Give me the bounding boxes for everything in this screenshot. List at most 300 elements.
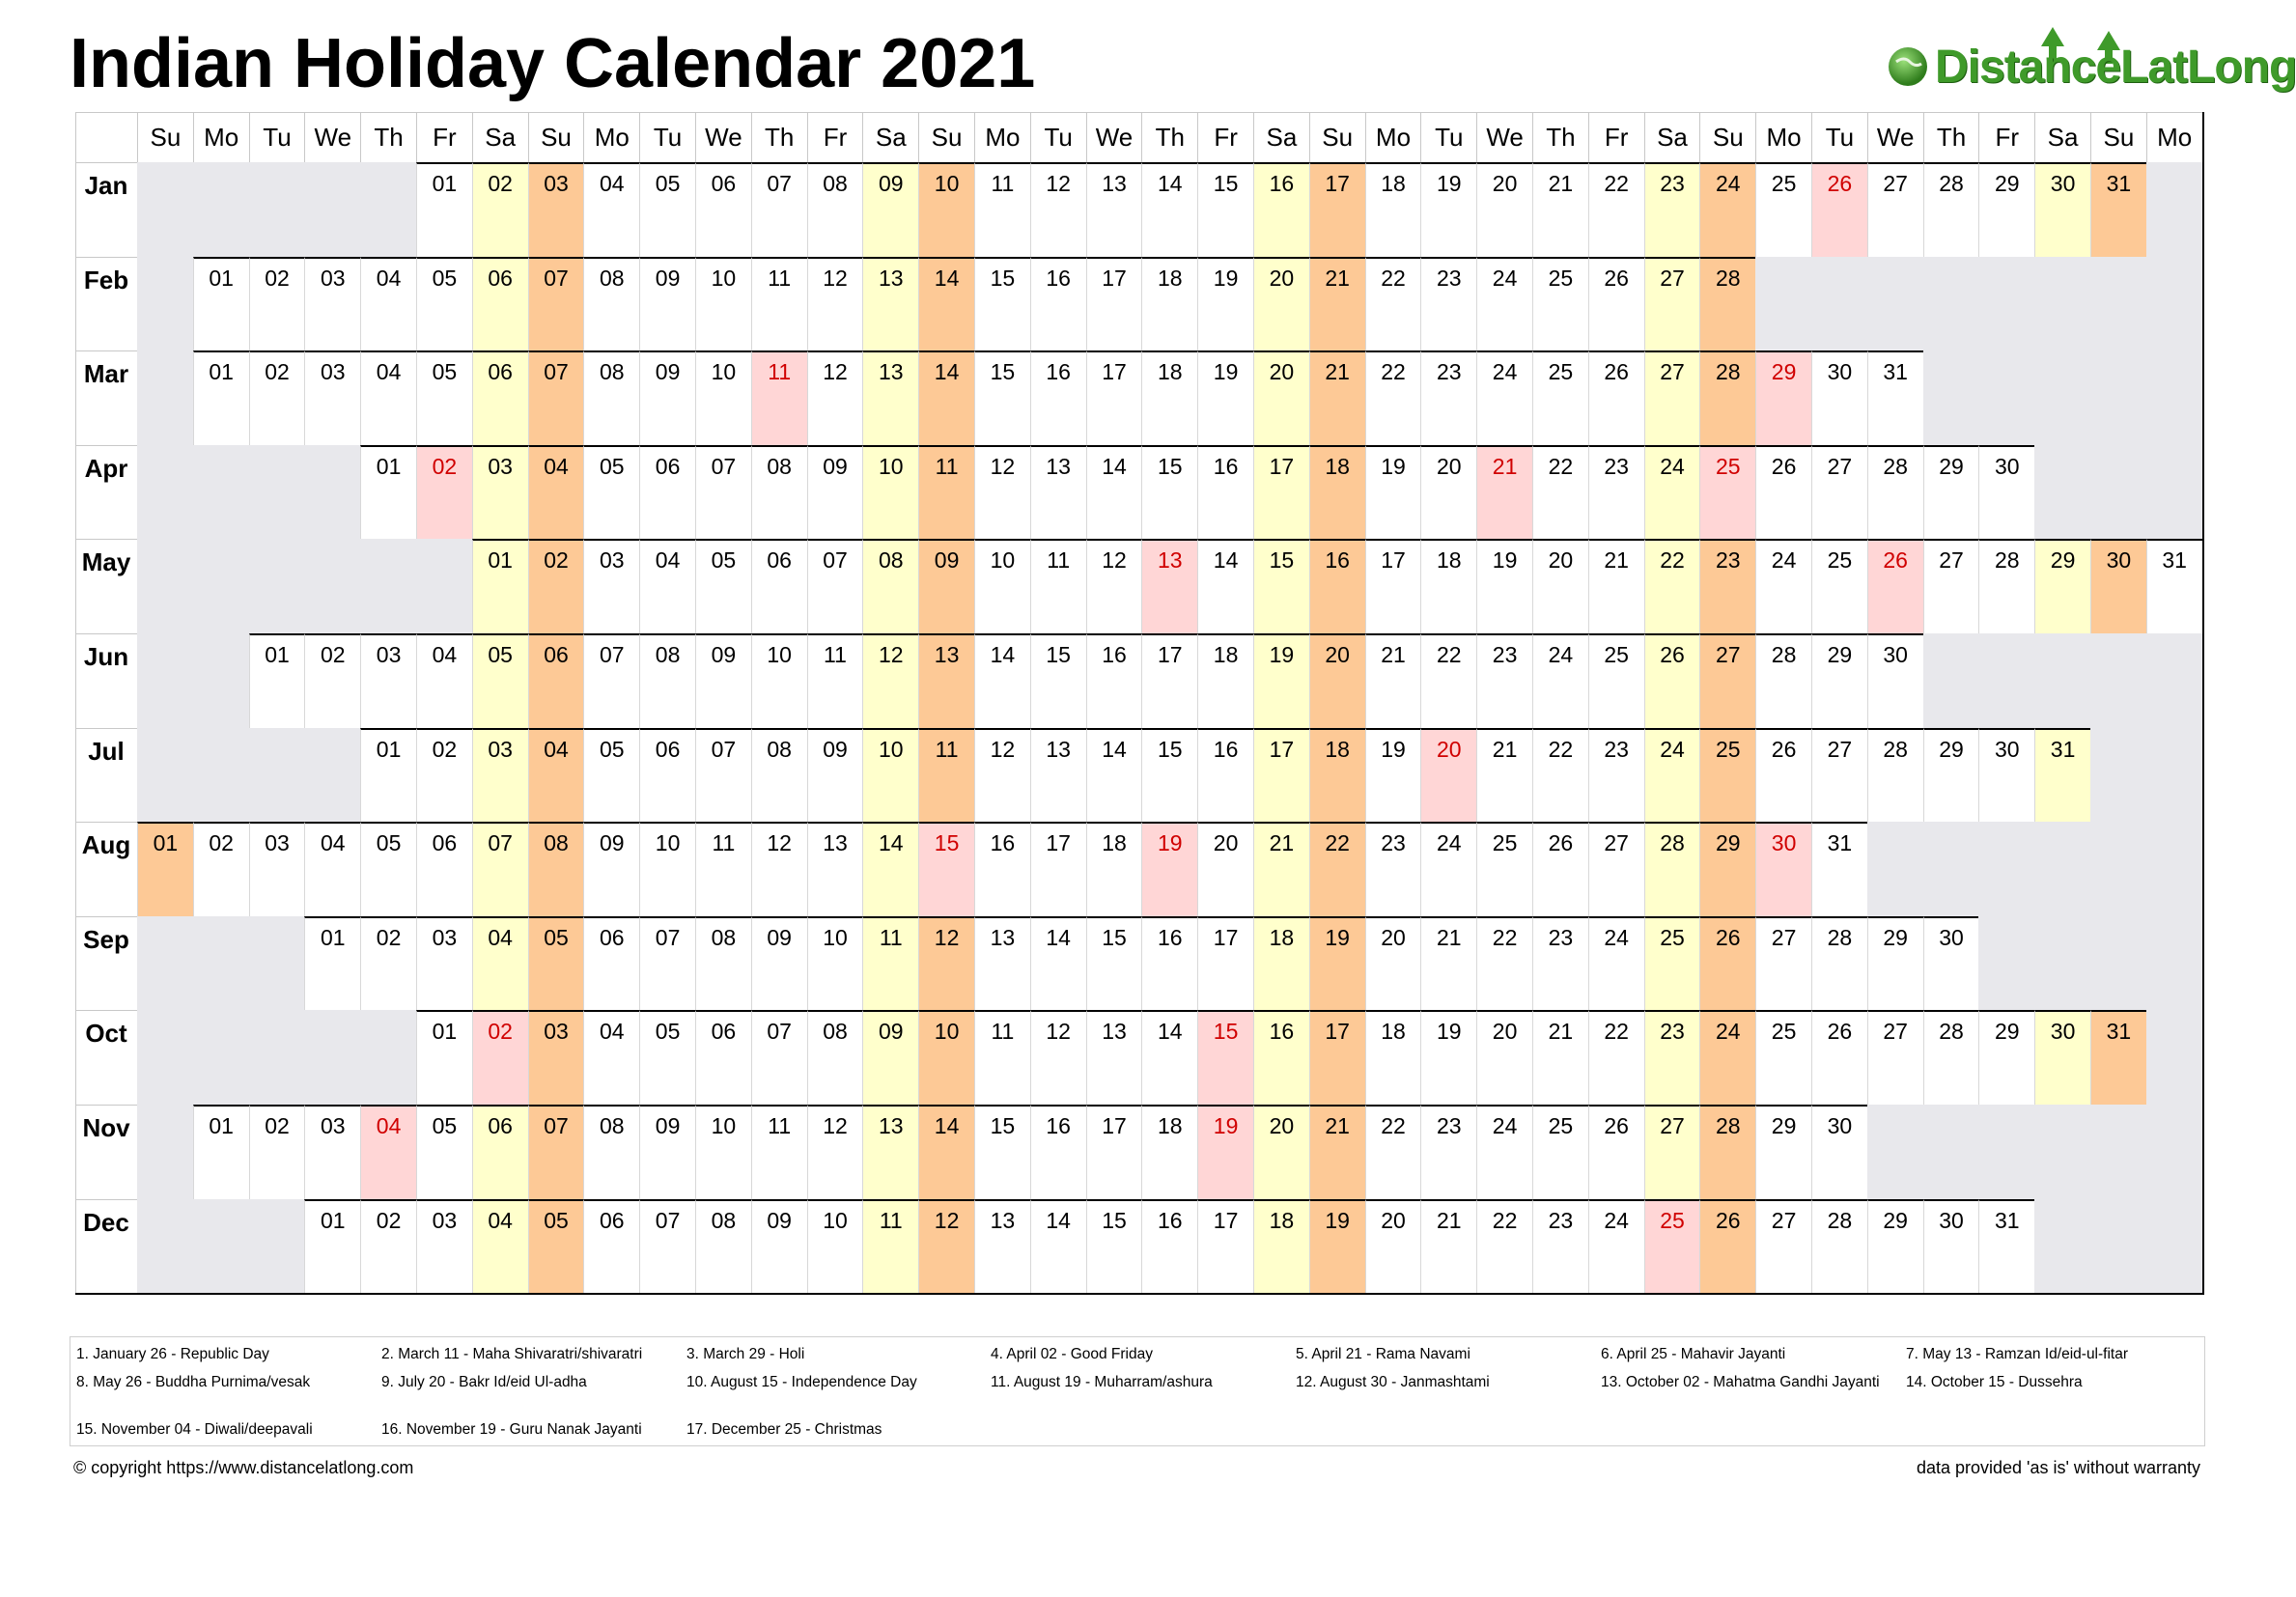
day-cell: 21 [1420, 1199, 1476, 1294]
day-cell: 28 [1699, 1105, 1755, 1199]
day-cell: 24 [1420, 822, 1476, 916]
day-cell: 20 [1309, 633, 1365, 728]
day-cell: 17 [1086, 257, 1142, 351]
day-cell: 21 [1588, 539, 1644, 633]
day-cell: 20 [1476, 162, 1532, 257]
day-cell: 12 [1030, 162, 1086, 257]
day-cell: 08 [695, 1199, 751, 1294]
day-cell: 14 [918, 257, 974, 351]
day-cell: 03 [472, 445, 528, 540]
day-cell: 17 [1197, 916, 1253, 1011]
day-cell: 12 [1030, 1010, 1086, 1105]
day-cell: 14 [1086, 728, 1142, 823]
day-cell: 26 [1755, 445, 1811, 540]
day-header: Sa [2034, 112, 2090, 162]
day-header: Mo [2146, 112, 2202, 162]
day-cell: 15 [1197, 1010, 1253, 1105]
empty-cells [1867, 1105, 2202, 1199]
day-cell: 04 [583, 162, 639, 257]
day-cell: 17 [1365, 539, 1421, 633]
day-cell: 18 [1086, 822, 1142, 916]
empty-cells [137, 445, 360, 540]
month-label-jan: Jan [75, 162, 137, 257]
day-cell: 12 [1086, 539, 1142, 633]
day-cell: 06 [751, 539, 807, 633]
empty-cells [137, 633, 249, 728]
day-cell: 20 [1253, 257, 1309, 351]
day-cell: 09 [639, 257, 695, 351]
day-cell: 27 [1867, 1010, 1923, 1105]
day-cell: 18 [1253, 916, 1309, 1011]
day-cell: 16 [1141, 916, 1197, 1011]
day-cell: 07 [751, 162, 807, 257]
day-cell: 22 [1588, 1010, 1644, 1105]
day-cell: 03 [304, 350, 360, 445]
day-cell: 24 [1476, 350, 1532, 445]
day-cell: 30 [2034, 162, 2090, 257]
day-header: Sa [1644, 112, 1700, 162]
day-cell: 11 [751, 1105, 807, 1199]
day-cell: 16 [1030, 350, 1086, 445]
day-cell: 20 [1532, 539, 1588, 633]
day-cell: 15 [1141, 728, 1197, 823]
day-cell: 25 [1699, 445, 1755, 540]
day-cell: 25 [1532, 350, 1588, 445]
day-cell: 12 [918, 1199, 974, 1294]
day-cell: 30 [2034, 1010, 2090, 1105]
day-cell: 17 [1030, 822, 1086, 916]
day-cell: 30 [1811, 1105, 1867, 1199]
day-cell: 28 [1699, 350, 1755, 445]
day-cell: 19 [1253, 633, 1309, 728]
day-cell: 20 [1420, 728, 1476, 823]
day-cell: 08 [528, 822, 584, 916]
month-label-dec: Dec [75, 1199, 137, 1294]
empty-cells [2034, 1199, 2201, 1294]
day-cell: 25 [1644, 916, 1700, 1011]
day-cell: 30 [2090, 539, 2146, 633]
day-cell: 26 [1755, 728, 1811, 823]
day-cell: 23 [1420, 350, 1476, 445]
day-cell: 04 [416, 633, 472, 728]
day-cell: 23 [1588, 728, 1644, 823]
day-cell: 30 [1923, 916, 1979, 1011]
day-cell: 10 [807, 916, 863, 1011]
day-cell: 23 [1420, 257, 1476, 351]
day-cell: 29 [2034, 539, 2090, 633]
day-cell: 25 [1532, 1105, 1588, 1199]
day-cell: 07 [639, 916, 695, 1011]
day-cell: 14 [1141, 1010, 1197, 1105]
day-header: Th [360, 112, 416, 162]
day-cell: 10 [862, 728, 918, 823]
month-label-may: May [75, 539, 137, 633]
day-cell: 26 [1811, 1010, 1867, 1105]
day-cell: 29 [1978, 162, 2034, 257]
day-cell: 25 [1755, 162, 1811, 257]
day-cell: 01 [193, 1105, 249, 1199]
day-cell: 09 [639, 1105, 695, 1199]
day-cell: 14 [974, 633, 1030, 728]
day-cell: 17 [1141, 633, 1197, 728]
day-cell: 08 [751, 728, 807, 823]
day-cell: 19 [1365, 445, 1421, 540]
day-cell: 29 [1923, 728, 1979, 823]
day-cell: 20 [1197, 822, 1253, 916]
day-cell: 04 [360, 350, 416, 445]
day-cell: 24 [1755, 539, 1811, 633]
day-cell: 19 [1197, 350, 1253, 445]
day-cell: 22 [1365, 350, 1421, 445]
day-cell: 11 [751, 350, 807, 445]
day-cell: 31 [1978, 1199, 2034, 1294]
month-label-mar: Mar [75, 350, 137, 445]
day-cell: 24 [1532, 633, 1588, 728]
day-cell: 01 [416, 162, 472, 257]
day-cell: 10 [695, 350, 751, 445]
day-cell: 12 [807, 350, 863, 445]
day-header: Th [1141, 112, 1197, 162]
day-cell: 10 [862, 445, 918, 540]
day-cell: 14 [1030, 1199, 1086, 1294]
day-cell: 20 [1365, 916, 1421, 1011]
month-label-apr: Apr [75, 445, 137, 540]
day-cell: 24 [1644, 728, 1700, 823]
day-header: Su [528, 112, 584, 162]
month-label-jul: Jul [75, 728, 137, 823]
day-cell: 13 [862, 350, 918, 445]
day-cell: 07 [528, 350, 584, 445]
day-cell: 06 [472, 257, 528, 351]
day-cell: 10 [695, 257, 751, 351]
day-cell: 18 [1309, 445, 1365, 540]
day-cell: 01 [137, 822, 193, 916]
day-cell: 16 [1197, 445, 1253, 540]
day-header: Fr [1588, 112, 1644, 162]
day-header: We [1086, 112, 1142, 162]
day-cell: 30 [1923, 1199, 1979, 1294]
day-cell: 09 [695, 633, 751, 728]
day-cell: 02 [249, 1105, 305, 1199]
day-cell: 19 [1141, 822, 1197, 916]
day-cell: 24 [1699, 162, 1755, 257]
day-cell: 21 [1309, 1105, 1365, 1199]
day-cell: 22 [1309, 822, 1365, 916]
day-cell: 23 [1532, 1199, 1588, 1294]
day-cell: 10 [639, 822, 695, 916]
day-cell: 22 [1588, 162, 1644, 257]
day-cell: 08 [695, 916, 751, 1011]
day-cell: 01 [193, 257, 249, 351]
day-cell: 25 [1588, 633, 1644, 728]
day-cell: 02 [416, 728, 472, 823]
legend-item: 6. April 25 - Mahavir Jayanti [1601, 1346, 1786, 1362]
day-cell: 14 [1197, 539, 1253, 633]
day-cell: 23 [1644, 162, 1700, 257]
day-cell: 21 [1365, 633, 1421, 728]
legend-item: 4. April 02 - Good Friday [991, 1346, 1153, 1362]
day-cell: 12 [918, 916, 974, 1011]
day-cell: 19 [1420, 1010, 1476, 1105]
month-label-sep: Sep [75, 916, 137, 1011]
day-header: Mo [1365, 112, 1421, 162]
month-label-nov: Nov [75, 1105, 137, 1199]
day-cell: 15 [974, 257, 1030, 351]
day-cell: 20 [1253, 350, 1309, 445]
day-cell: 23 [1476, 633, 1532, 728]
day-cell: 28 [1923, 1010, 1979, 1105]
day-cell: 24 [1588, 1199, 1644, 1294]
day-cell: 13 [862, 1105, 918, 1199]
day-cell: 01 [304, 1199, 360, 1294]
day-cell: 25 [1811, 539, 1867, 633]
day-cell: 02 [472, 1010, 528, 1105]
day-header: We [1476, 112, 1532, 162]
calendar-grid [75, 112, 2204, 1300]
day-cell: 07 [695, 728, 751, 823]
day-cell: 20 [1420, 445, 1476, 540]
day-cell: 09 [751, 1199, 807, 1294]
empty-cells [2146, 1010, 2202, 1105]
day-cell: 21 [1532, 1010, 1588, 1105]
day-cell: 06 [583, 1199, 639, 1294]
day-cell: 23 [1420, 1105, 1476, 1199]
day-cell: 03 [416, 916, 472, 1011]
day-cell: 31 [1811, 822, 1867, 916]
day-cell: 03 [304, 257, 360, 351]
day-cell: 08 [807, 162, 863, 257]
day-cell: 15 [1086, 1199, 1142, 1294]
day-cell: 06 [528, 633, 584, 728]
day-cell: 22 [1365, 1105, 1421, 1199]
day-cell: 19 [1420, 162, 1476, 257]
day-cell: 10 [751, 633, 807, 728]
day-cell: 28 [1699, 257, 1755, 351]
day-cell: 11 [862, 916, 918, 1011]
day-cell: 07 [583, 633, 639, 728]
legend-item: 13. October 02 - Mahatma Gandhi Jayanti [1601, 1374, 1880, 1390]
day-cell: 09 [862, 162, 918, 257]
day-cell: 27 [1811, 728, 1867, 823]
day-cell: 12 [751, 822, 807, 916]
empty-cells [1867, 822, 2202, 916]
day-cell: 30 [1755, 822, 1811, 916]
day-cell: 31 [2090, 162, 2146, 257]
day-cell: 11 [974, 162, 1030, 257]
day-cell: 11 [695, 822, 751, 916]
day-cell: 13 [1086, 162, 1142, 257]
empty-cells [137, 257, 193, 351]
day-header: Mo [193, 112, 249, 162]
legend-item: 10. August 15 - Independence Day [686, 1374, 917, 1390]
month-label-aug: Aug [75, 822, 137, 916]
day-cell: 24 [1476, 257, 1532, 351]
day-header: We [695, 112, 751, 162]
day-cell: 11 [1030, 539, 1086, 633]
day-header: Sa [1253, 112, 1309, 162]
logo-text: DistanceLatLong [1935, 42, 2296, 93]
day-cell: 25 [1644, 1199, 1700, 1294]
day-cell: 23 [1532, 916, 1588, 1011]
day-cell: 16 [1030, 257, 1086, 351]
day-cell: 04 [360, 257, 416, 351]
empty-cells [2090, 728, 2202, 823]
day-cell: 03 [472, 728, 528, 823]
day-cell: 09 [862, 1010, 918, 1105]
empty-cells [137, 916, 304, 1011]
day-cell: 26 [1644, 633, 1700, 728]
day-cell: 16 [974, 822, 1030, 916]
day-header: Su [2090, 112, 2146, 162]
day-cell: 10 [918, 162, 974, 257]
day-cell: 07 [528, 1105, 584, 1199]
day-cell: 22 [1476, 1199, 1532, 1294]
day-cell: 13 [1086, 1010, 1142, 1105]
day-cell: 16 [1086, 633, 1142, 728]
day-cell: 06 [639, 728, 695, 823]
day-cell: 10 [807, 1199, 863, 1294]
day-cell: 19 [1476, 539, 1532, 633]
day-cell: 02 [360, 1199, 416, 1294]
day-cell: 18 [1141, 1105, 1197, 1199]
empty-cells [2034, 445, 2201, 540]
day-header: Sa [862, 112, 918, 162]
day-cell: 26 [1588, 257, 1644, 351]
day-cell: 10 [695, 1105, 751, 1199]
legend-item: 14. October 15 - Dussehra [1906, 1374, 2083, 1390]
day-cell: 22 [1420, 633, 1476, 728]
day-cell: 19 [1197, 257, 1253, 351]
empty-cells [137, 1105, 193, 1199]
day-cell: 05 [583, 728, 639, 823]
day-cell: 13 [807, 822, 863, 916]
day-cell: 29 [1699, 822, 1755, 916]
day-cell: 15 [1141, 445, 1197, 540]
day-cell: 15 [1086, 916, 1142, 1011]
day-cell: 21 [1476, 728, 1532, 823]
day-cell: 29 [1867, 916, 1923, 1011]
day-cell: 09 [639, 350, 695, 445]
day-cell: 04 [639, 539, 695, 633]
day-header: Tu [1811, 112, 1867, 162]
day-cell: 26 [1532, 822, 1588, 916]
day-cell: 13 [918, 633, 974, 728]
day-cell: 14 [1086, 445, 1142, 540]
day-cell: 09 [807, 445, 863, 540]
legend-item: 12. August 30 - Janmashtami [1296, 1374, 1490, 1390]
day-cell: 26 [1588, 1105, 1644, 1199]
day-cell: 22 [1644, 539, 1700, 633]
day-cell: 19 [1197, 1105, 1253, 1199]
day-cell: 21 [1476, 445, 1532, 540]
month-label-feb: Feb [75, 257, 137, 351]
day-cell: 16 [1141, 1199, 1197, 1294]
day-cell: 24 [1699, 1010, 1755, 1105]
day-cell: 01 [193, 350, 249, 445]
day-cell: 28 [1923, 162, 1979, 257]
day-cell: 27 [1644, 257, 1700, 351]
day-cell: 06 [472, 350, 528, 445]
day-cell: 08 [583, 1105, 639, 1199]
day-cell: 18 [1141, 257, 1197, 351]
day-cell: 22 [1532, 728, 1588, 823]
day-cell: 04 [472, 1199, 528, 1294]
empty-cells [1923, 633, 2202, 728]
day-cell: 02 [304, 633, 360, 728]
day-cell: 25 [1476, 822, 1532, 916]
day-cell: 11 [918, 445, 974, 540]
day-cell: 15 [1030, 633, 1086, 728]
day-cell: 02 [472, 162, 528, 257]
day-cell: 30 [1978, 445, 2034, 540]
day-cell: 12 [974, 445, 1030, 540]
day-cell: 14 [1141, 162, 1197, 257]
day-cell: 14 [1030, 916, 1086, 1011]
day-cell: 01 [416, 1010, 472, 1105]
day-header: Su [1309, 112, 1365, 162]
day-cell: 11 [807, 633, 863, 728]
day-cell: 28 [1811, 1199, 1867, 1294]
day-cell: 08 [751, 445, 807, 540]
day-cell: 08 [639, 633, 695, 728]
day-cell: 21 [1309, 350, 1365, 445]
logo[interactable] [1879, 25, 2296, 102]
day-cell: 23 [1588, 445, 1644, 540]
day-cell: 06 [583, 916, 639, 1011]
day-cell: 12 [974, 728, 1030, 823]
day-cell: 02 [528, 539, 584, 633]
legend-item: 8. May 26 - Buddha Purnima/vesak [76, 1374, 311, 1390]
day-cell: 18 [1420, 539, 1476, 633]
day-cell: 01 [249, 633, 305, 728]
day-cell: 24 [1588, 916, 1644, 1011]
day-cell: 05 [416, 1105, 472, 1199]
day-cell: 06 [695, 1010, 751, 1105]
legend-item: 16. November 19 - Guru Nanak Jayanti [381, 1421, 642, 1438]
legend-item: 9. July 20 - Bakr Id/eid Ul-adha [381, 1374, 587, 1390]
day-cell: 10 [974, 539, 1030, 633]
day-cell: 07 [472, 822, 528, 916]
day-cell: 25 [1755, 1010, 1811, 1105]
day-cell: 28 [1811, 916, 1867, 1011]
month-label-jun: Jun [75, 633, 137, 728]
holiday-legend [70, 1336, 2205, 1446]
day-cell: 11 [862, 1199, 918, 1294]
day-cell: 16 [1197, 728, 1253, 823]
day-header: Tu [1420, 112, 1476, 162]
day-cell: 27 [1644, 1105, 1700, 1199]
day-cell: 13 [974, 1199, 1030, 1294]
day-cell: 04 [528, 445, 584, 540]
day-header: Tu [249, 112, 305, 162]
day-cell: 04 [304, 822, 360, 916]
day-header: Mo [583, 112, 639, 162]
day-cell: 15 [974, 350, 1030, 445]
day-cell: 17 [1086, 350, 1142, 445]
empty-cells [1923, 350, 2202, 445]
day-cell: 11 [918, 728, 974, 823]
day-cell: 18 [1309, 728, 1365, 823]
legend-item: 5. April 21 - Rama Navami [1296, 1346, 1470, 1362]
day-cell: 03 [360, 633, 416, 728]
day-cell: 09 [583, 822, 639, 916]
day-cell: 23 [1699, 539, 1755, 633]
empty-cells [137, 162, 416, 257]
day-cell: 05 [639, 162, 695, 257]
day-cell: 16 [1309, 539, 1365, 633]
day-cell: 08 [583, 350, 639, 445]
disclaimer-text: data provided 'as is' without warranty [1916, 1458, 2200, 1477]
